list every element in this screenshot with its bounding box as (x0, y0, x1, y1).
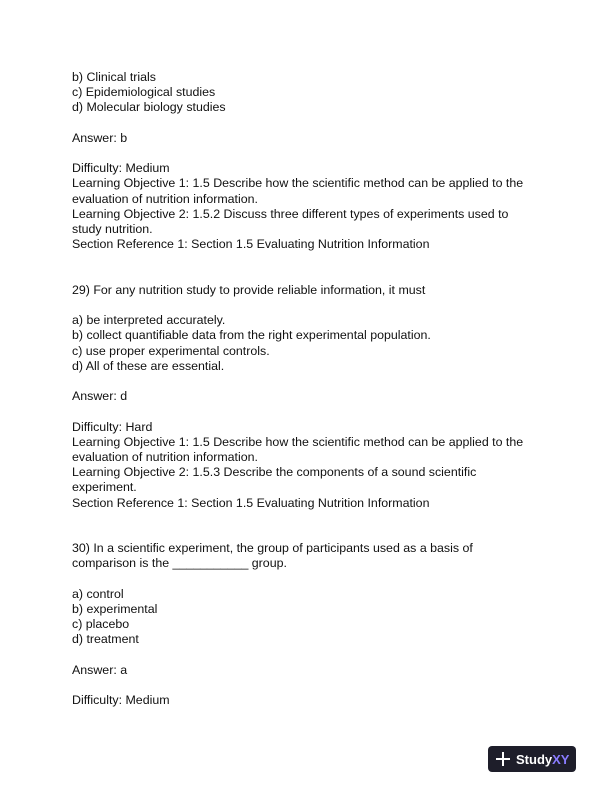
difficulty: Difficulty: Medium (72, 693, 170, 708)
learning-objective-1-cont: evaluation of nutrition information. (72, 449, 258, 464)
brand-name: StudyXY (516, 751, 570, 767)
question-text-cont: comparison is the ___________ group. (72, 556, 287, 571)
learning-objective-2-cont: study nutrition. (72, 222, 153, 236)
option-c: c) Epidemiological studies (72, 85, 216, 100)
option-b: b) collect quantifiable data from the right experimental population. (72, 328, 431, 343)
section-reference: Section Reference 1: Section 1.5 Evaluating Nutrition Information (72, 237, 430, 252)
question-text: 30) In a scientific experiment, the group of participants used as a basis of (72, 541, 473, 556)
document-page (72, 70, 552, 708)
option-b: b) experimental (72, 601, 158, 616)
plus-icon (496, 752, 510, 766)
answer: Answer: d (72, 389, 128, 404)
question-29-block (72, 283, 552, 511)
option-c: c) placebo (72, 617, 130, 632)
learning-objective-1: Learning Objective 1: 1.5 Describe how the scientific method can be applied to the (72, 176, 524, 191)
learning-objective-2: Learning Objective 2: 1.5.2 Discuss three different types of experiments used to (72, 206, 509, 221)
difficulty: Difficulty: Hard (72, 419, 153, 434)
option-a: a) control (72, 586, 124, 601)
difficulty: Difficulty: Medium (72, 161, 170, 176)
question-28-block (72, 70, 552, 252)
learning-objective-2: Learning Objective 2: 1.5.3 Describe the components of a sound scientific (72, 465, 477, 480)
section-reference: Section Reference 1: Section 1.5 Evaluating Nutrition Information (72, 495, 430, 510)
learning-objective-1: Learning Objective 1: 1.5 Describe how the scientific method can be applied to the (72, 434, 524, 449)
option-a: a) be interpreted accurately. (72, 313, 226, 328)
answer: Answer: b (72, 130, 128, 145)
learning-objective-2-cont: experiment. (72, 480, 137, 495)
option-c: c) use proper experimental controls. (72, 343, 270, 358)
learning-objective-1-cont: evaluation of nutrition information. (72, 191, 258, 206)
question-30-block (72, 541, 552, 708)
option-d: d) Molecular biology studies (72, 100, 226, 115)
option-d: d) treatment (72, 632, 139, 647)
answer: Answer: a (72, 662, 128, 677)
question-text: 29) For any nutrition study to provide reliable information, it must (72, 282, 426, 297)
option-d: d) All of these are essential. (72, 358, 225, 373)
option-b: b) Clinical trials (72, 70, 156, 84)
studyxy-badge[interactable] (488, 746, 576, 772)
